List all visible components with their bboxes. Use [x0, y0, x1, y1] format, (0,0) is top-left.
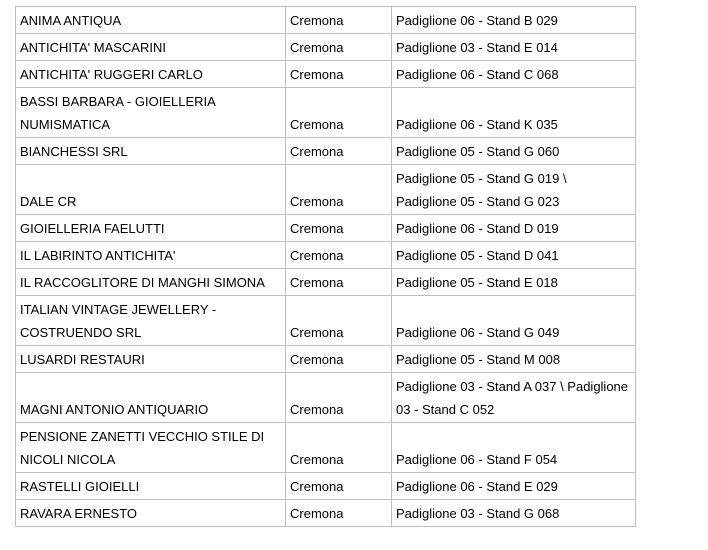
exhibitor-name: ANIMA ANTIQUA: [20, 13, 122, 28]
exhibitor-city-cell: [286, 500, 392, 527]
exhibitor-stand: Padiglione 06 - Stand E 029: [396, 479, 558, 494]
exhibitor-stand: Padiglione 05 - Stand D 041: [396, 248, 559, 263]
table-row: [16, 138, 636, 165]
exhibitor-name-cell: [16, 215, 286, 242]
exhibitor-name: RAVARA ERNESTO: [20, 506, 138, 521]
exhibitor-name: BIANCHESSI SRL: [20, 144, 128, 159]
exhibitor-table: [15, 6, 636, 527]
exhibitor-city: Cremona: [290, 144, 344, 159]
table-row: [16, 215, 636, 242]
exhibitor-name-cell: [16, 34, 286, 61]
exhibitor-name: BASSI BARBARA - GIOIELLERIA NUMISMATICA: [20, 94, 216, 132]
table-row: [16, 34, 636, 61]
exhibitor-stand-cell: [392, 61, 636, 88]
exhibitor-stand-cell: [392, 423, 636, 473]
exhibitor-name: RASTELLI GIOIELLI: [20, 479, 140, 494]
exhibitor-city-cell: [286, 269, 392, 296]
exhibitor-stand: Padiglione 06 - Stand C 068: [396, 67, 559, 82]
table-row: [16, 500, 636, 527]
exhibitor-stand-cell: [392, 473, 636, 500]
exhibitor-name: MAGNI ANTONIO ANTIQUARIO: [20, 402, 209, 417]
exhibitor-name-cell: [16, 61, 286, 88]
exhibitor-city-cell: [286, 296, 392, 346]
table-row: [16, 269, 636, 296]
table-row: [16, 373, 636, 423]
exhibitor-city-cell: [286, 373, 392, 423]
exhibitor-city: Cremona: [290, 352, 344, 367]
exhibitor-city-cell: [286, 165, 392, 215]
exhibitor-name: PENSIONE ZANETTI VECCHIO STILE DI NICOLI NICOLA: [20, 429, 265, 467]
exhibitor-city-cell: [286, 61, 392, 88]
exhibitor-city: Cremona: [290, 325, 344, 340]
exhibitor-stand-cell: [392, 269, 636, 296]
exhibitor-city: Cremona: [290, 402, 344, 417]
exhibitor-stand-cell: [392, 7, 636, 34]
table-row: [16, 296, 636, 346]
exhibitor-name: GIOIELLERIA FAELUTTI: [20, 221, 165, 236]
exhibitor-stand: Padiglione 06 - Stand F 054: [396, 452, 558, 467]
exhibitor-city-cell: [286, 242, 392, 269]
exhibitor-name: ANTICHITA' MASCARINI: [20, 40, 166, 55]
exhibitor-stand-cell: [392, 34, 636, 61]
exhibitor-name: IL RACCOGLITORE DI MANGHI SIMONA: [20, 275, 265, 290]
exhibitor-name-cell: [16, 165, 286, 215]
exhibitor-stand: Padiglione 03 - Stand A 037 \ Padiglione 03 - Stand C 052: [396, 379, 629, 417]
exhibitor-stand: Padiglione 05 - Stand M 008: [396, 352, 561, 367]
exhibitor-city-cell: [286, 88, 392, 138]
table-row: [16, 473, 636, 500]
exhibitor-name: DALE CR: [20, 194, 77, 209]
exhibitor-city-cell: [286, 346, 392, 373]
exhibitor-name-cell: [16, 296, 286, 346]
exhibitor-city: Cremona: [290, 248, 344, 263]
exhibitor-city: Cremona: [290, 275, 344, 290]
exhibitor-city-cell: [286, 138, 392, 165]
exhibitor-name-cell: [16, 473, 286, 500]
exhibitor-city-cell: [286, 215, 392, 242]
exhibitor-stand: Padiglione 05 - Stand G 019 \ Padiglione 05 - Stand G 023: [396, 171, 567, 209]
exhibitor-name-cell: [16, 373, 286, 423]
exhibitor-name-cell: [16, 242, 286, 269]
exhibitor-stand-cell: [392, 373, 636, 423]
table-row: [16, 346, 636, 373]
exhibitor-city: Cremona: [290, 40, 344, 55]
table-row: [16, 7, 636, 34]
exhibitor-stand-cell: [392, 500, 636, 527]
exhibitor-city-cell: [286, 7, 392, 34]
exhibitor-name: ITALIAN VINTAGE JEWELLERY - COSTRUENDO SRL: [20, 302, 217, 340]
exhibitor-name-cell: [16, 138, 286, 165]
exhibitor-city-cell: [286, 423, 392, 473]
exhibitor-city: Cremona: [290, 479, 344, 494]
table-row: [16, 88, 636, 138]
exhibitor-city: Cremona: [290, 506, 344, 521]
exhibitor-stand-cell: [392, 296, 636, 346]
exhibitor-stand-cell: [392, 242, 636, 269]
exhibitor-stand-cell: [392, 346, 636, 373]
exhibitor-stand-cell: [392, 215, 636, 242]
exhibitor-city: Cremona: [290, 117, 344, 132]
exhibitor-stand: Padiglione 06 - Stand B 029: [396, 13, 558, 28]
exhibitor-name-cell: [16, 346, 286, 373]
exhibitor-name: IL LABIRINTO ANTICHITA': [20, 248, 176, 263]
exhibitor-city-cell: [286, 473, 392, 500]
exhibitor-city: Cremona: [290, 13, 344, 28]
exhibitor-city: Cremona: [290, 67, 344, 82]
exhibitor-stand: Padiglione 06 - Stand G 049: [396, 325, 560, 340]
exhibitor-stand: Padiglione 06 - Stand D 019: [396, 221, 559, 236]
table-row: [16, 61, 636, 88]
exhibitor-stand: Padiglione 05 - Stand G 060: [396, 144, 560, 159]
exhibitor-stand: Padiglione 05 - Stand E 018: [396, 275, 558, 290]
exhibitor-stand: Padiglione 03 - Stand G 068: [396, 506, 560, 521]
exhibitor-name: ANTICHITA' RUGGERI CARLO: [20, 67, 203, 82]
exhibitor-stand-cell: [392, 88, 636, 138]
exhibitor-name-cell: [16, 269, 286, 296]
exhibitor-city: Cremona: [290, 194, 344, 209]
exhibitor-name-cell: [16, 423, 286, 473]
exhibitor-stand: Padiglione 03 - Stand E 014: [396, 40, 558, 55]
exhibitor-name-cell: [16, 500, 286, 527]
exhibitor-table-body: [16, 7, 636, 527]
exhibitor-stand: Padiglione 06 - Stand K 035: [396, 117, 558, 132]
exhibitor-name-cell: [16, 7, 286, 34]
exhibitor-stand-cell: [392, 138, 636, 165]
table-row: [16, 165, 636, 215]
exhibitor-city: Cremona: [290, 452, 344, 467]
exhibitor-city: Cremona: [290, 221, 344, 236]
exhibitor-stand-cell: [392, 165, 636, 215]
table-row: [16, 423, 636, 473]
exhibitor-name-cell: [16, 88, 286, 138]
exhibitor-name: LUSARDI RESTAURI: [20, 352, 145, 367]
table-row: [16, 242, 636, 269]
exhibitor-city-cell: [286, 34, 392, 61]
